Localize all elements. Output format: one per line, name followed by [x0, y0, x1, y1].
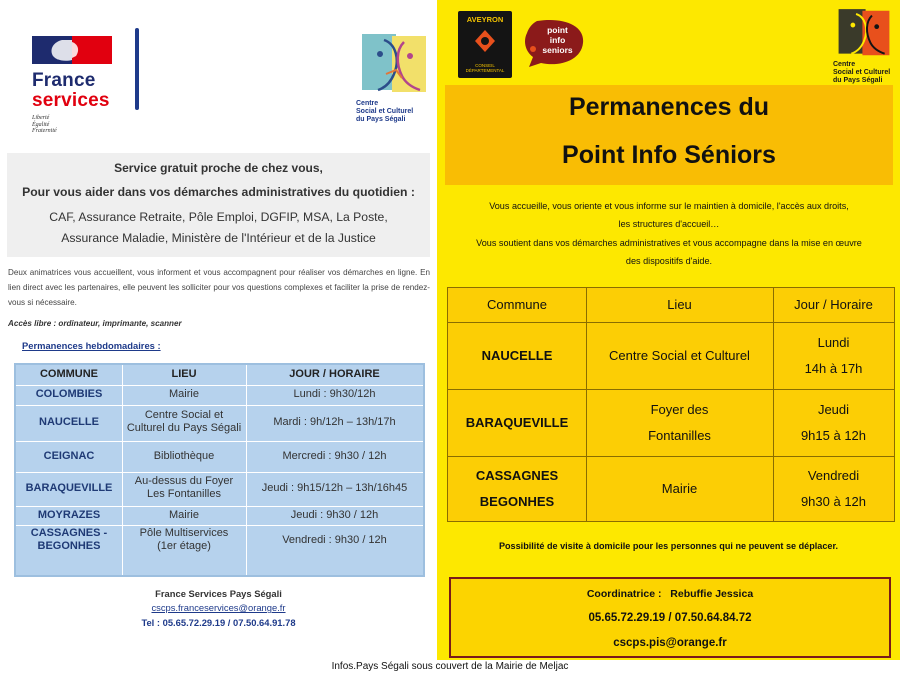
- table-cell-line: 9h30 à 12h: [800, 494, 867, 509]
- free-access-note: Accès libre : ordinateur, imprimante, scanner: [8, 319, 182, 328]
- table-header-lieu: LIEU: [171, 368, 197, 380]
- table-cell-horaire: [773, 463, 894, 515]
- table-cell-line: Les Fontanilles: [147, 488, 221, 500]
- page-title-line2: Point Info Séniors: [562, 141, 776, 169]
- table-cell-horaire: [246, 416, 423, 429]
- table-header-commune: Commune: [487, 297, 547, 312]
- table-header-commune: COMMUNE: [39, 368, 99, 380]
- table-column-divider: [246, 365, 247, 575]
- table-cell-lieu: [122, 527, 246, 553]
- table-cell-line: Au-dessus du Foyer: [134, 475, 234, 487]
- table-cell-line: Mairie: [169, 508, 199, 521]
- table-cell-lieu: [122, 509, 246, 522]
- table-cell-line: NAUCELLE: [39, 416, 99, 428]
- table-cell-commune: [448, 410, 586, 436]
- faces-logo-icon: [356, 30, 432, 98]
- table-cell-commune: [16, 388, 122, 401]
- table-cell-lieu: [586, 343, 773, 369]
- table-cell-horaire: [246, 388, 423, 401]
- table-cell-lieu: [122, 475, 246, 501]
- table-cell-lieu: [122, 450, 246, 463]
- table-cell-horaire: [246, 482, 423, 495]
- seniors-schedule-table: [447, 287, 895, 522]
- description-line1: Vous accueille, vous oriente et vous informe sur le maintien à domicile, l'accès aux droits,: [489, 201, 849, 211]
- table-cell-lieu: [122, 409, 246, 435]
- table-column-divider: [773, 288, 774, 521]
- table-header-lieu: Lieu: [667, 297, 692, 312]
- table-cell-commune: [448, 343, 586, 369]
- logo-word-services: services: [32, 90, 110, 111]
- table-cell-line: Foyer des: [650, 401, 709, 417]
- point-info-seniors-logo: [523, 19, 585, 69]
- service-purpose: Pour vous aider dans vos démarches administratives du quotidien :: [22, 185, 415, 199]
- table-cell-line: Jeudi : 9h30 / 12h: [290, 508, 379, 521]
- footer-email-link[interactable]: cscps.franceservices@orange.fr: [151, 602, 286, 613]
- coordinator-email[interactable]: cscps.pis@orange.fr: [613, 637, 727, 649]
- table-cell-commune: [16, 450, 122, 463]
- table-cell-line: (1er étage): [157, 540, 211, 552]
- table-cell-line: BARAQUEVILLE: [25, 482, 113, 494]
- coordinator-box: [449, 577, 891, 658]
- table-row-divider: [16, 441, 423, 442]
- centre-social-logo-text: Centre Social et Culturel du Pays Ségali: [356, 100, 414, 123]
- logo-divider: [135, 28, 139, 110]
- aveyron-mark-icon: [474, 29, 496, 53]
- table-cell-line: Centre Social et: [144, 409, 224, 421]
- coordinator-label: Coordinatrice :: [586, 588, 662, 600]
- description-line3: Vous soutient dans vos démarches administratives et vous accompagne dans la mise en œuvre: [476, 238, 862, 248]
- weekly-schedule-heading: Permanences hebdomadaires :: [22, 340, 161, 351]
- table-cell-line: Jeudi : 9h15/12h – 13h/16h45: [261, 482, 408, 494]
- table-cell-line: Mercredi : 9h30 / 12h: [282, 449, 387, 462]
- table-cell-commune: [16, 416, 122, 429]
- table-cell-line: CASSAGNES: [475, 468, 559, 483]
- aveyron-logo: [458, 11, 512, 78]
- page-title-line1: Permanences du: [568, 93, 770, 121]
- coordinator-phones: 05.65.72.29.19 / 07.50.64.84.72: [588, 612, 752, 624]
- table-cell-line: Vendredi: [807, 468, 860, 483]
- table-cell-line: MOYRAZES: [37, 508, 101, 521]
- table-cell-line: BEGONHES: [479, 494, 555, 509]
- table-cell-lieu: [586, 476, 773, 502]
- table-cell-lieu: [122, 388, 246, 401]
- table-row-divider: [448, 389, 894, 390]
- table-cell-line: 9h15 à 12h: [800, 427, 867, 443]
- footer-organisation: France Services Pays Ségali: [155, 588, 282, 599]
- france-services-logo: [30, 32, 145, 132]
- table-cell-lieu: [586, 397, 773, 449]
- table-cell-commune: [448, 463, 586, 515]
- table-cell-line: Fontanilles: [648, 427, 711, 443]
- france-services-flyer: [0, 0, 437, 660]
- description-line2: les structures d'accueil…: [618, 219, 720, 229]
- table-header-horaire: JOUR / HORAIRE: [289, 368, 380, 380]
- table-cell-line: CEIGNAC: [43, 449, 95, 462]
- table-row-divider: [16, 385, 423, 386]
- table-cell-horaire: [246, 450, 423, 463]
- footer-phone: Tel : 05.65.72.29.19 / 07.50.64.91.78: [141, 617, 296, 628]
- table-column-divider: [122, 365, 123, 575]
- table-cell-line: Mairie: [169, 388, 199, 400]
- table-cell-commune: [16, 527, 122, 553]
- table-row-divider: [16, 405, 423, 406]
- partner-list-line2: Assurance Maladie, Ministère de l'Intérieur et de la Justice: [61, 231, 376, 245]
- table-cell-line: NAUCELLE: [481, 347, 553, 363]
- table-cell-line: COLOMBIES: [35, 388, 103, 400]
- partner-list-line1: CAF, Assurance Retraite, Pôle Emploi, DGFIP, MSA, La Poste,: [49, 210, 388, 224]
- table-cell-line: Lundi : 9h30/12h: [293, 388, 376, 400]
- centre-social-logo: [356, 30, 436, 130]
- table-cell-line: Pôle Multiservices: [139, 527, 229, 539]
- aveyron-logo-title: AVEYRON: [466, 15, 504, 24]
- table-cell-horaire: [246, 509, 423, 522]
- table-row-divider: [448, 456, 894, 457]
- coordinator-line: [451, 588, 889, 600]
- table-row-divider: [16, 472, 423, 473]
- home-visit-note: Possibilité de visite à domicile pour les personnes qui ne peuvent se déplacer.: [498, 541, 839, 551]
- aveyron-logo-subtitle: CONSEIL DÉPARTEMENTAL: [465, 63, 505, 73]
- table-column-divider: [586, 288, 587, 521]
- table-cell-line: Mardi : 9h/12h – 13h/17h: [273, 416, 396, 428]
- table-cell-line: BEGONHES: [37, 540, 101, 552]
- table-cell-horaire: [246, 534, 423, 547]
- table-cell-commune: [16, 482, 122, 495]
- centre-social-logo-right-text: Centre Social et Culturel du Pays Ségali: [833, 61, 891, 84]
- table-cell-line: 14h à 17h: [804, 360, 863, 376]
- description-line4: des dispositifs d'aide.: [625, 256, 713, 266]
- intro-paragraph: Deux animatrices vous accueillent, vous informent et vous accompagnent pour réaliser vos démarches en ligne. En lien direct avec les partenaires, elle peuvent les solliciter pour vos questions complexes et faciliter la prise de rendez-vous si nécessaire.: [8, 268, 430, 307]
- table-cell-line: Mairie: [661, 481, 698, 496]
- table-row-divider: [16, 506, 423, 507]
- table-cell-line: Vendredi : 9h30 / 12h: [282, 534, 387, 546]
- coordinator-name: Rebuffie Jessica: [670, 588, 754, 600]
- logo-word-france: France: [32, 70, 96, 91]
- table-cell-commune: [16, 509, 122, 522]
- table-cell-line: Centre Social et Culturel: [609, 347, 750, 363]
- table-row-divider: [16, 525, 423, 526]
- table-cell-line: Lundi: [817, 334, 850, 350]
- table-cell-line: CASSAGNES -: [30, 527, 108, 539]
- title-band: [445, 85, 893, 185]
- faces-logo-icon: [833, 6, 895, 60]
- republic-motto: Liberté Égalité Fraternité: [32, 115, 57, 134]
- image-caption: Infos.Pays Ségali sous couvert de la Mairie de Meljac: [0, 660, 900, 675]
- service-summary-band: [7, 153, 430, 257]
- table-cell-line: Jeudi: [817, 401, 850, 417]
- point-info-seniors-logo-text: point info seniors: [542, 25, 573, 55]
- service-tagline: Service gratuit proche de chez vous,: [114, 161, 323, 175]
- weekly-schedule-table: [14, 363, 425, 577]
- table-cell-horaire: [773, 330, 894, 382]
- table-cell-horaire: [773, 397, 894, 449]
- table-header-horaire: Jour / Horaire: [794, 297, 873, 312]
- point-info-seniors-flyer: [437, 0, 900, 660]
- table-cell-line: BARAQUEVILLE: [465, 414, 569, 430]
- table-cell-line: Culturel du Pays Ségali: [126, 422, 242, 434]
- table-row-divider: [448, 322, 894, 323]
- table-cell-line: Bibliothèque: [153, 449, 215, 462]
- marianne-flag-icon: [32, 36, 112, 64]
